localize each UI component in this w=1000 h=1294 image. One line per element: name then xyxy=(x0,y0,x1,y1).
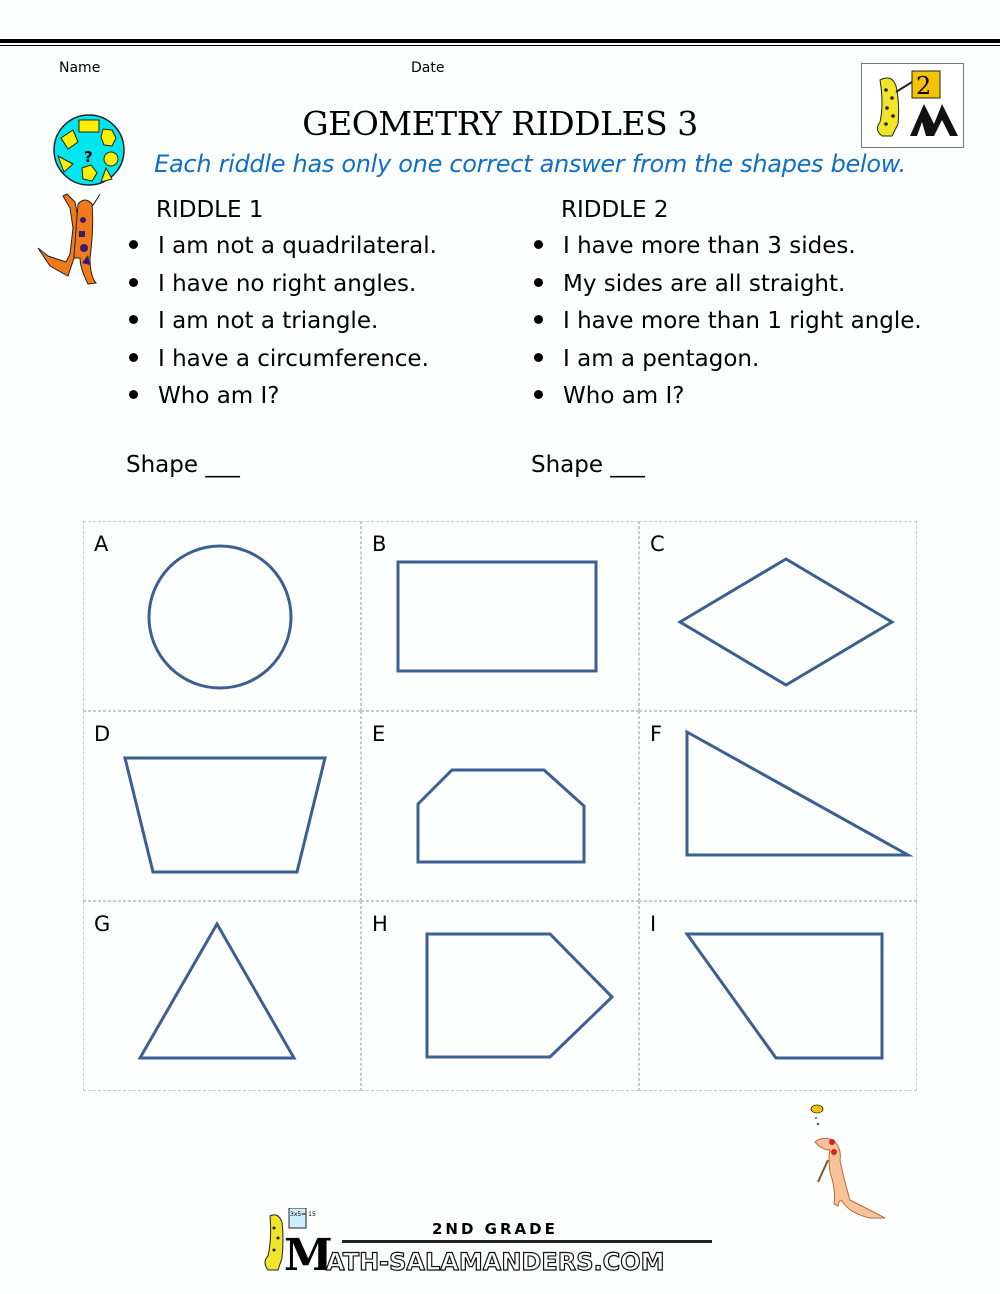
top-rule-thin xyxy=(0,45,1000,46)
shape-letter: C xyxy=(650,532,665,556)
grade-text: 2ND GRADE xyxy=(432,1220,558,1238)
shape-cell-c xyxy=(639,521,917,711)
shape-cell-g xyxy=(83,901,361,1091)
svg-text:2: 2 xyxy=(916,72,932,100)
shape-cell-i xyxy=(639,901,917,1091)
shape-cell-a xyxy=(83,521,361,711)
svg-text:M: M xyxy=(284,1230,333,1278)
instructions: Each riddle has only one correct answer from the shapes below. xyxy=(154,150,906,178)
circle-shape xyxy=(84,522,362,712)
riddle-1 xyxy=(126,192,437,416)
clue: I have a circumference. xyxy=(126,341,437,379)
page-title: GEOMETRY RIDDLES 3 xyxy=(302,104,698,143)
shape-letter: E xyxy=(372,722,386,746)
clue: I have no right angles. xyxy=(126,266,437,304)
shape-letter: F xyxy=(650,722,663,746)
shape-grid xyxy=(83,521,918,1094)
clue: Who am I? xyxy=(531,378,922,416)
clue: I have more than 1 right angle. xyxy=(531,303,922,341)
rectangle-shape xyxy=(362,522,640,712)
rhombus-shape xyxy=(640,522,918,712)
clue: I am not a quadrilateral. xyxy=(126,228,437,266)
site-text: ATH-SALAMANDERS.COM xyxy=(326,1248,665,1276)
name-label: Name xyxy=(59,60,101,76)
grade-logo xyxy=(861,63,964,148)
date-label: Date xyxy=(411,60,445,76)
shape-cell-d xyxy=(83,711,361,901)
clue: Who am I? xyxy=(126,378,437,416)
shape-letter: H xyxy=(372,912,388,936)
shape-letter: G xyxy=(94,912,111,936)
riddle-2-heading: RIDDLE 2 xyxy=(561,197,669,223)
shape-cell-b xyxy=(361,521,639,711)
clue: My sides are all straight. xyxy=(531,266,922,304)
svg-text:?: ? xyxy=(84,148,93,166)
clue: I am a pentagon. xyxy=(531,341,922,379)
footer-logo xyxy=(262,1208,732,1282)
math-salamanders-logo xyxy=(262,1208,732,1278)
shape-letter: A xyxy=(94,532,109,556)
svg-text:3x5= 15: 3x5= 15 xyxy=(290,1211,316,1218)
right-trapezoid-shape xyxy=(640,902,918,1092)
shape-cell-f xyxy=(639,711,917,901)
right-triangle-shape xyxy=(640,712,918,902)
triangle-shape xyxy=(84,902,362,1092)
riddle-2-answer[interactable]: Shape ___ xyxy=(531,452,645,478)
thinking-salamander-icon xyxy=(800,1100,920,1230)
top-rule xyxy=(0,39,1000,43)
pentagon-shape xyxy=(362,902,640,1092)
clue: I have more than 3 sides. xyxy=(531,228,922,266)
salamander-easel-icon xyxy=(862,64,963,147)
hexagon-shape xyxy=(362,712,640,902)
trapezoid-shape xyxy=(84,712,362,902)
shape-cell-e xyxy=(361,711,639,901)
riddle-1-heading: RIDDLE 1 xyxy=(156,197,264,223)
shape-letter: B xyxy=(372,532,387,556)
riddle-1-answer[interactable]: Shape ___ xyxy=(126,452,240,478)
shape-letter: D xyxy=(94,722,111,746)
clue: I am not a triangle. xyxy=(126,303,437,341)
shape-cell-h xyxy=(361,901,639,1091)
shape-letter: I xyxy=(650,912,657,936)
riddle-2 xyxy=(531,192,922,416)
